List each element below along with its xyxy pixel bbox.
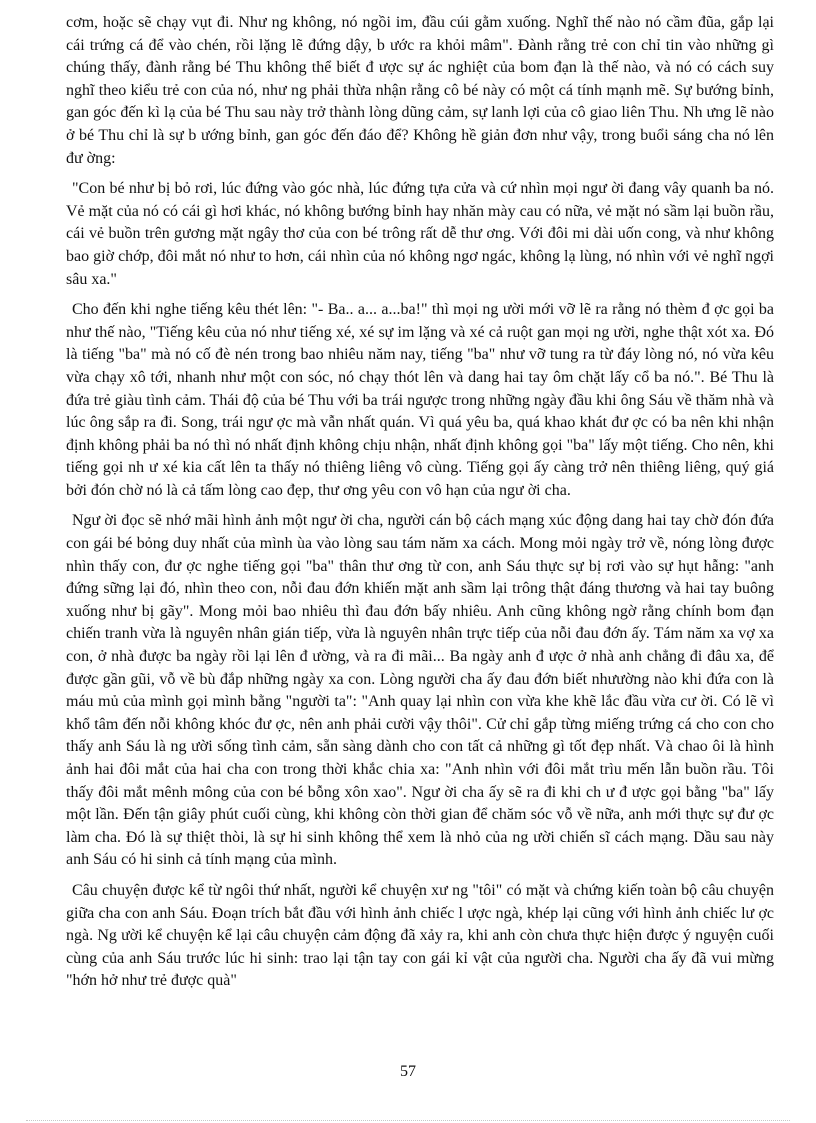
page-number: 57 <box>400 1063 416 1080</box>
paragraph-5: Câu chuyện được kể từ ngôi thứ nhất, người kể chuyện xư ng "tôi" có mặt và chứng kiến toàn bộ câu chuyện giữa cha con anh Sáu. Đoạn trích bắt đầu với hình ảnh chiếc l ược ngà, khép lại cũng với hình ảnh chiếc lư ợc ngà. Ng ười kể chuyện kể lại câu chuyện cảm động đã xảy ra, khi anh còn chưa thực hiện được ý nguyện cuối cùng của anh Sáu trước lúc hi sinh: trao lại tận tay con gái kỉ vật của người cha. Người cha ấy đã vui mừng "hớn hở như trẻ được quà" <box>66 881 774 990</box>
paragraph-1: cơm, hoặc sẽ chạy vụt đi. Như ng không, nó ngồi im, đầu cúi gằm xuống. Nghĩ thế nào nó cầm đũa, gắp lại cái trứng cá để vào chén, rồi lặng lẽ đứng dậy, b ước ra khỏi mâm". Đành rằng trẻ con chỉ tin vào những gì chúng thấy, đành rằng bé Thu không thể biết đ ược sự ác nghiệt của bom đạn là thế nào, và nó có cách suy nghĩ theo kiểu trẻ con của nó, như ng phải thừa nhận rằng cô bé này có một cá tính mạnh mẽ. Sự bướng bỉnh, gan góc đến kì lạ của bé Thu sau này trở thành lòng dũng cảm, sự lanh lợi của cô giao liên Thu. Nh ưng lẽ nào ở bé Thu chỉ là sự b ướng bỉnh, gan góc đến đáo để? Không hề giản đơn như vậy, trong buổi sáng cha nó lên đư ờng: <box>66 14 774 167</box>
page-bottom-divider <box>26 1120 790 1121</box>
paragraph-3: Cho đến khi nghe tiếng kêu thét lên: "- Ba.. a... a...ba!" thì mọi ng ười mới vỡ lẽ ra rằng nó thèm đ ợc gọi ba như thế nào, "Tiếng kêu của nó như tiếng xé, xé sự im lặng và xé cả ruột gan mọi ng ười, nghe thật xót xa. Đó là tiếng "ba" mà nó cố đè nén trong bao nhiêu năm nay, tiếng "ba" như vỡ tung ra từ đáy lòng nó, nó vừa kêu vừa chạy xô tới, nhanh như một con sóc, nó chạy thót lên và dang hai tay ôm chặt lấy cổ ba nó.". Bé Thu là đứa trẻ giàu tình cảm. Thái độ của bé Thu với ba trái ngược trong những ngày đầu khi ông Sáu về thăm nhà và lúc ông sắp ra đi. Song, trái ngư ợc mà vẫn nhất quán. Vì quá yêu ba, quá khao khát đư ợc có ba nên khi nhận định không phải ba nó thì nó nhất định không chịu nhận, nhất định không gọi "ba" lấy một tiếng. Cho nên, khi tiếng gọi nh ư xé kia cất lên ta thấy nó thiêng liêng vô cùng. Tiếng gọi ấy càng trở nên thiêng liêng, quý giá bởi đón chờ nó là cả tấm lòng cao đẹp, thư ơng yêu con vô hạn của ngư ời cha. <box>66 301 774 499</box>
body-text <box>66 12 774 1001</box>
paragraph-2-quote: "Con bé như bị bỏ rơi, lúc đứng vào góc nhà, lúc đứng tựa cửa và cứ nhìn mọi ngư ời đang vây quanh ba nó. Vẻ mặt của nó có cái gì hơi khác, nó không bướng bỉnh hay nhăn mày cau có nữa, vẻ mặt nó sầm lại buồn rầu, cái vẻ buồn trên gương mặt ngây thơ của con bé trông rất dễ thư ơng. Với đôi mi dài uốn cong, và như không bao giờ chớp, đôi mắt nó như to hơn, cái nhìn của nó không ngơ ngác, không lạ lùng, nó nhìn với vẻ nghĩ ngợi sâu xa." <box>66 180 774 288</box>
paragraph-4: Ngư ời đọc sẽ nhớ mãi hình ảnh một ngư ời cha, người cán bộ cách mạng xúc động dang hai tay chờ đón đứa con gái bé bỏng duy nhất của mình ùa vào lòng sau tám năm xa cách. Mong mỏi ngày trở về, nóng lòng được nhìn thấy con, đư ợc nghe tiếng gọi "ba" thân thư ơng từ con, anh Sáu thực sự bị rơi vào sự hụt hẫng: "anh đứng sững lại đó, nhìn theo con, nỗi đau đớn khiến mặt anh sầm lại trông thật đáng thương và hai tay buông xuống như bị gãy". Mong mỏi bao nhiêu thì đau đớn bấy nhiêu. Anh cũng không ngờ rằng chính bom đạn chiến tranh vừa là nguyên nhân gián tiếp, vừa là nguyên nhân trực tiếp của nỗi đau đớn ấy. Tám năm xa vợ xa con, ở nhà được ba ngày rồi lại lên đ ường, và ra đi mãi... Ba ngày anh đ ược ở nhà anh chẳng đi đâu xa, để được gần gũi, vỗ về bù đắp những ngày xa con. Lòng người cha ấy đau đớn biết nhưường nào khi đứa con là máu mủ của mình gọi mình bằng "người ta": "Anh quay lại nhìn con vừa khe khẽ lắc đầu vừa cư ời. Có lẽ vì khổ tâm đến nỗi không khóc đư ợc, nên anh phải cười vậy thôi". Cử chỉ gắp từng miếng trứng cá cho con cho thấy anh Sáu là ng ười sống tình cảm, sẵn sàng dành cho con tất cả những gì tốt đẹp nhất. Và chao ôi là hình ảnh hai đôi mắt của hai cha con trong thời khắc chia xa: "Anh nhìn với đôi mắt trìu mến lẫn buồn rầu. Tôi thấy đôi mắt mênh mông của con bé bỗng xôn xao". Ngư ời cha ấy sẽ ra đi khi ch ư đ ược gọi bằng "ba" lấy một lần. Đến tận giây phút cuối cùng, khi không còn thời gian để chăm sóc vỗ về nữa, anh mới thực sự đư ợc làm cha. Đó là sự thiệt thòi, là sự hi sinh không thể xem là nhỏ của ng ười chiến sĩ cách mạng. Dầu sau này anh Sáu có hi sinh cả tính mạng của mình. <box>66 512 774 869</box>
